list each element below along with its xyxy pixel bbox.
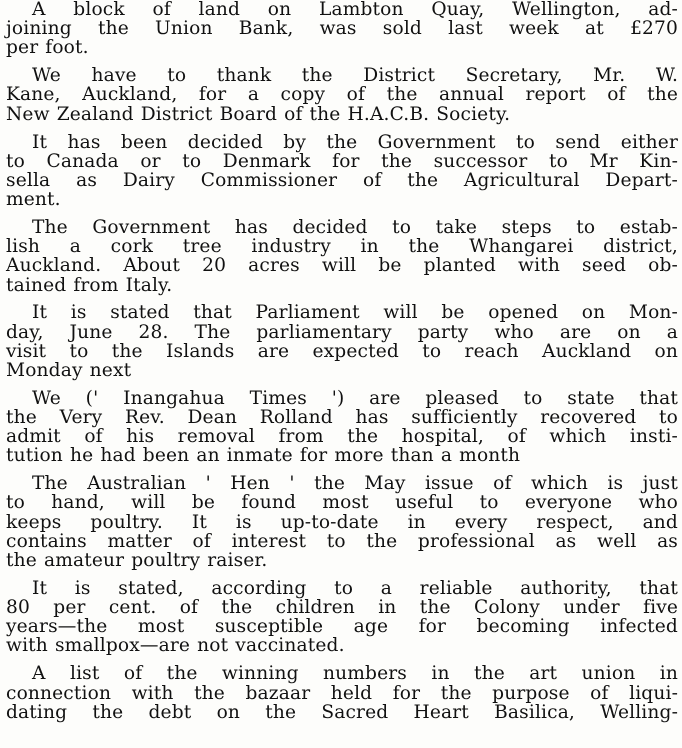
text-line: visit to the Islands are expected to reach Auckland on xyxy=(6,340,678,362)
text-line: A block of land on Lambton Quay, Wellington, ad- xyxy=(32,0,678,20)
news-item-smallpox xyxy=(6,579,678,656)
text-line: per foot. xyxy=(6,37,89,59)
text-line: to Canada or to Denmark for the successor to Mr Kin- xyxy=(6,150,678,172)
text-line: A list of the winning numbers in the art union in xyxy=(32,663,678,685)
text-line: Auckland. About 20 acres will be planted with seed ob- xyxy=(6,255,678,277)
text-line: It has been decided by the Government to send either xyxy=(32,131,678,153)
news-item-australian-hen xyxy=(6,474,678,570)
text-line: joining the Union Bank, was sold last week at £270 xyxy=(6,18,678,40)
text-line: tution he had been an inmate for more than a month xyxy=(6,445,521,467)
text-line: day, June 28. The parliamentary party who are on a xyxy=(6,321,678,343)
text-line: the Very Rev. Dean Rolland has sufficiently recovered to xyxy=(6,407,678,428)
news-item-district-report xyxy=(6,66,678,124)
news-item-land-sale xyxy=(6,0,678,58)
text-line: The Australian ' Hen ' the May issue of which is just xyxy=(32,473,678,495)
text-line: It is stated, according to a reliable authority, that xyxy=(32,577,678,599)
text-line: It is stated that Parliament will be opened on Mon- xyxy=(32,302,678,324)
text-line: Monday next xyxy=(6,359,132,381)
text-line: We (' Inangahua Times ') are pleased to state that xyxy=(32,387,678,409)
text-line: connection with the bazaar held for the purpose of liqui- xyxy=(6,682,678,704)
text-line: lish a cork tree industry in the Whangarei district, xyxy=(6,236,678,258)
text-line: with smallpox—are not vaccinated. xyxy=(6,635,345,657)
news-column xyxy=(6,0,678,731)
text-line: New Zealand District Board of the H.A.C.B. Society. xyxy=(6,103,511,125)
text-line: The Government has decided to take steps to estab- xyxy=(32,216,678,238)
text-line: admit of his removal from the hospital, of which insti- xyxy=(6,426,678,448)
news-item-parliament xyxy=(6,303,678,380)
text-line: contains matter of interest to the professional as well as xyxy=(6,530,678,552)
text-line: years—the most susceptible age for becoming infected xyxy=(6,616,678,638)
news-item-dairy-commissioner xyxy=(6,133,678,210)
text-line: sella as Dairy Commissioner of the Agricultural Depart- xyxy=(6,169,678,191)
text-line: We have to thank the District Secretary, Mr. W. xyxy=(32,65,678,87)
text-line: the amateur poultry raiser. xyxy=(6,550,268,571)
text-line: 80 per cent. of the children in the Colony under five xyxy=(6,597,678,619)
text-line: dating the debt on the Sacred Heart Basilica, Welling- xyxy=(6,701,678,723)
news-item-art-union xyxy=(6,664,678,722)
news-item-dean-rolland xyxy=(6,389,678,466)
text-line: Kane, Auckland, for a copy of the annual report of the xyxy=(6,84,678,106)
text-line: to hand, will be found most useful to everyone who xyxy=(6,492,678,514)
text-line: tained from Italy. xyxy=(6,274,173,296)
text-line: ment. xyxy=(6,189,61,211)
text-line: keeps poultry. It is up-to-date in every respect, and xyxy=(6,511,678,533)
news-item-cork-industry xyxy=(6,218,678,295)
